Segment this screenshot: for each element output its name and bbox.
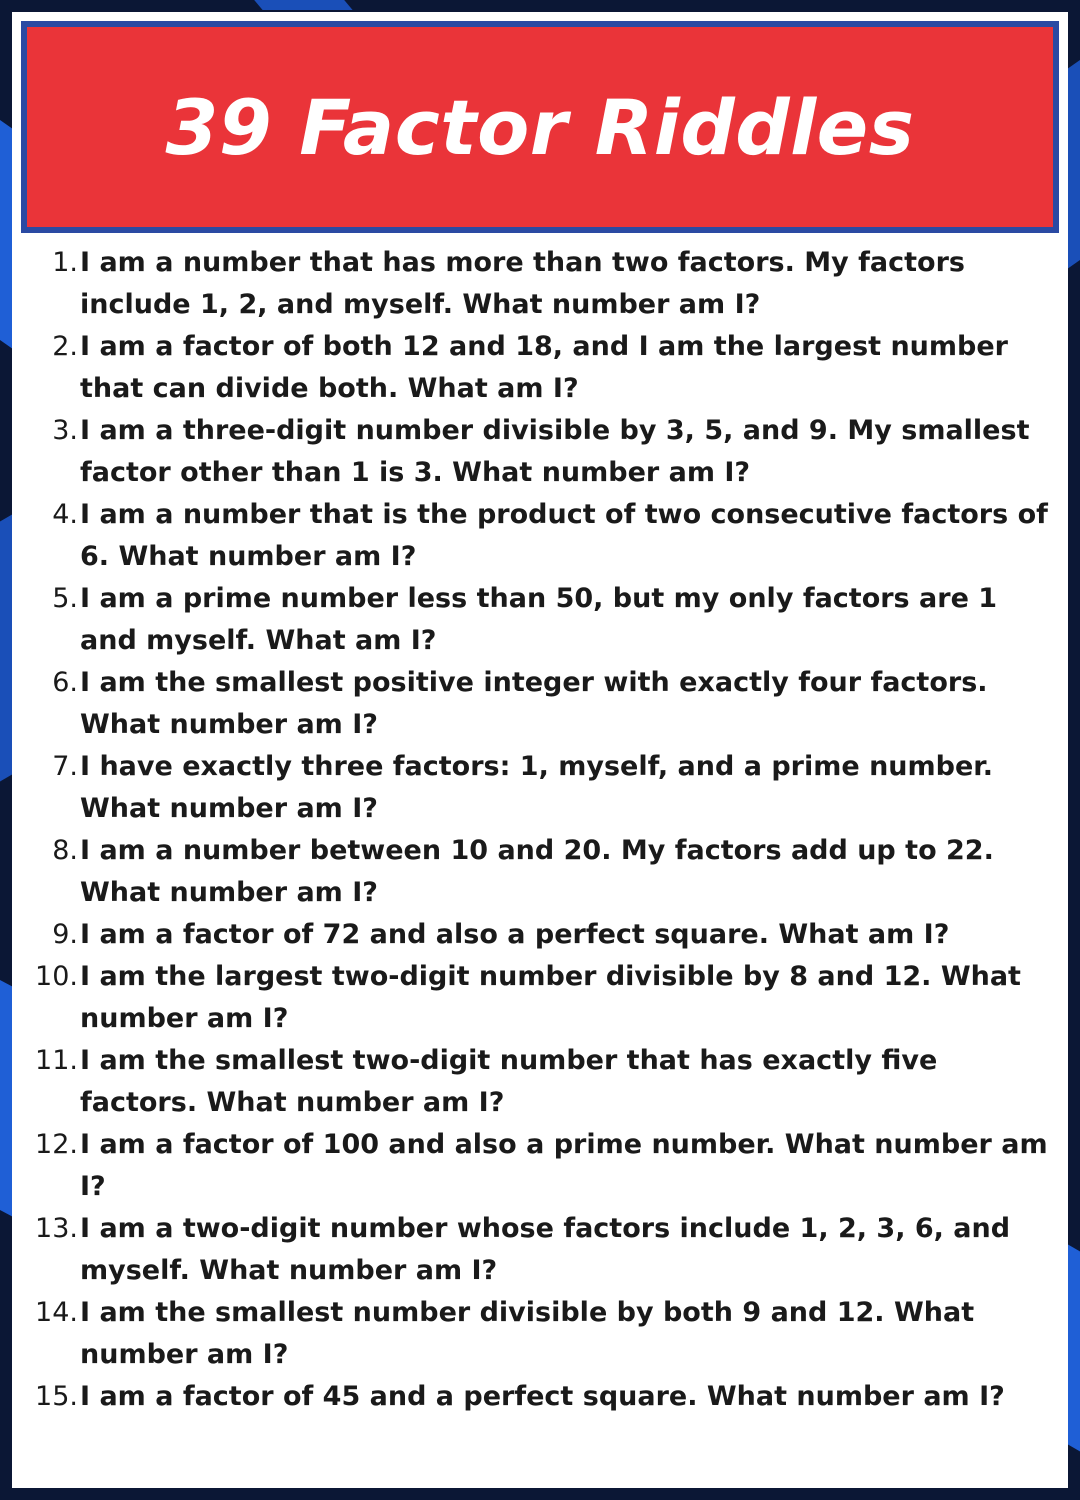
riddle-text: I am a factor of 100 and also a prime number. What number am I? (80, 1129, 1048, 1202)
riddle-number: 10. (35, 961, 78, 992)
riddle-number: 7. (52, 751, 78, 782)
riddle-text: I am a number that is the product of two consecutive factors of 6. What number am I? (80, 499, 1048, 572)
riddle-item (12, 956, 1068, 1040)
riddle-text: I am a number between 10 and 20. My factors add up to 22. What number am I? (80, 835, 994, 908)
riddle-item (12, 830, 1068, 914)
riddle-number: 1. (52, 247, 78, 278)
riddle-item (12, 242, 1068, 326)
riddle-number: 14. (35, 1297, 78, 1328)
riddle-item (12, 1292, 1068, 1376)
riddle-item (12, 578, 1068, 662)
riddle-item (12, 1040, 1068, 1124)
riddle-item (12, 410, 1068, 494)
riddle-number: 2. (52, 331, 78, 362)
riddle-text: I am a prime number less than 50, but my only factors are 1 and myself. What am I? (80, 583, 998, 656)
title-banner-fill (27, 27, 1053, 227)
riddle-number: 3. (52, 415, 78, 446)
riddle-text: I am a factor of both 12 and 18, and I am the largest number that can divide both. What am I? (80, 331, 1008, 404)
title-banner (21, 21, 1059, 233)
riddle-text: I am a number that has more than two factors. My factors include 1, 2, and myself. What number am I? (80, 247, 965, 320)
riddle-text: I am the smallest number divisible by both 9 and 12. What number am I? (80, 1297, 975, 1370)
riddle-number: 12. (35, 1129, 78, 1160)
page-title: 39 Factor Riddles (165, 82, 915, 172)
riddle-item (12, 1376, 1068, 1418)
riddle-number: 6. (52, 667, 78, 698)
riddle-item (12, 662, 1068, 746)
riddle-item (12, 1208, 1068, 1292)
riddle-number: 15. (35, 1381, 78, 1412)
riddle-text: I am a factor of 72 and also a perfect square. What am I? (80, 919, 950, 950)
riddle-number: 13. (35, 1213, 78, 1244)
riddle-text: I am the smallest positive integer with exactly four factors. What number am I? (80, 667, 988, 740)
riddle-number: 11. (35, 1045, 78, 1076)
riddle-text: I have exactly three factors: 1, myself, and a prime number. What number am I? (80, 751, 994, 824)
riddle-item (12, 746, 1068, 830)
riddle-card (12, 12, 1068, 1488)
riddle-item (12, 1124, 1068, 1208)
riddle-item (12, 914, 1068, 956)
riddle-list (12, 242, 1068, 1418)
riddle-text: I am the largest two-digit number divisible by 8 and 12. What number am I? (80, 961, 1021, 1034)
riddle-number: 5. (52, 583, 78, 614)
riddle-item (12, 326, 1068, 410)
riddle-text: I am the smallest two-digit number that has exactly five factors. What number am I? (80, 1045, 938, 1118)
background-shard (237, 0, 352, 10)
riddle-number: 9. (52, 919, 78, 950)
riddle-text: I am a three-digit number divisible by 3, 5, and 9. My smallest factor other than 1 is 3. What number am I? (80, 415, 1030, 488)
riddle-number: 8. (52, 835, 78, 866)
riddle-text: I am a two-digit number whose factors include 1, 2, 3, 6, and myself. What number am I? (80, 1213, 1011, 1286)
riddle-item (12, 494, 1068, 578)
riddle-number: 4. (52, 499, 78, 530)
riddle-text: I am a factor of 45 and a perfect square. What number am I? (80, 1381, 1005, 1412)
